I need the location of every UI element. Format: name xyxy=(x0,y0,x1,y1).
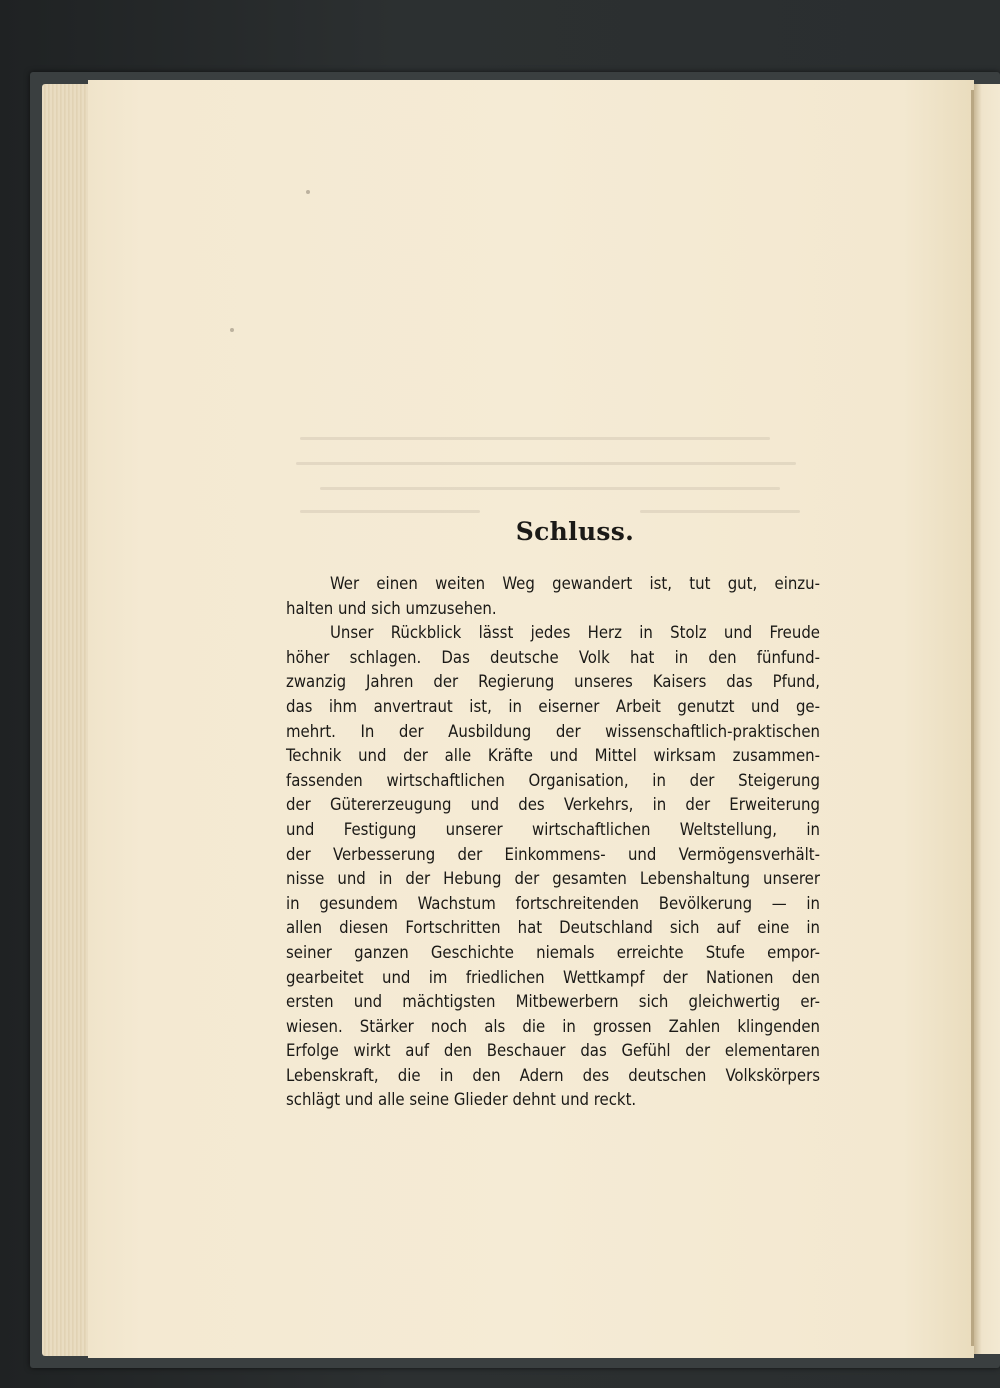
paragraph-2 xyxy=(286,621,820,1113)
text-line: das ihm anvertraut ist, in eiserner Arbeit genutzt und ge- xyxy=(286,696,820,716)
text-line: gearbeitet und im friedlichen Wettkampf der Nationen den xyxy=(286,967,820,987)
text-line: halten und sich umzusehen. xyxy=(286,598,497,618)
text-line: Wer einen weiten Weg gewandert ist, tut gut, einzu- xyxy=(330,574,820,593)
text-line: ersten und mächtigsten Mitbewerbern sich gleichwertig er- xyxy=(286,992,820,1012)
text-line: seiner ganzen Geschichte niemals erreichte Stufe empor- xyxy=(286,942,820,962)
text-line: nisse und in der Hebung der gesamten Lebenshaltung unserer xyxy=(286,869,820,889)
gutter xyxy=(971,90,974,1346)
text-line: der Gütererzeugung und des Verkehrs, in der Erweiterung xyxy=(286,795,820,815)
text-line: und Festigung unserer wirtschaftlichen Weltstellung, in xyxy=(286,819,820,839)
text-line: Erfolge wirkt auf den Beschauer das Gefühl der elementaren xyxy=(286,1041,820,1061)
text-line: Technik und der alle Kräfte und Mittel wirksam zusammen- xyxy=(286,746,820,766)
text-line: allen diesen Fortschritten hat Deutschland sich auf eine in xyxy=(286,918,820,938)
text-line: zwanzig Jahren der Regierung unseres Kaisers das Pfund, xyxy=(286,672,820,692)
page-title: Schluss. xyxy=(515,517,635,546)
text-line: Unser Rückblick lässt jedes Herz in Stolz und Freude xyxy=(330,623,820,643)
text-line: wiesen. Stärker noch als die in grossen Zahlen klingenden xyxy=(286,1016,820,1036)
text-line: der Verbesserung der Einkommens- und Vermögensverhält- xyxy=(286,844,820,864)
text-line: mehrt. In der Ausbildung der wissenschaftlich-praktischen xyxy=(286,721,820,741)
page-content xyxy=(286,512,820,1113)
text-line: Lebenskraft, die in den Adern des deutschen Volkskörpers xyxy=(286,1065,820,1085)
text-line: schlägt und alle seine Glieder dehnt und reckt. xyxy=(286,1090,637,1110)
text-line: höher schlagen. Das deutsche Volk hat in den fünfund- xyxy=(286,647,820,667)
facing-page-edge xyxy=(974,84,1000,1354)
page-stack-edge xyxy=(42,84,92,1356)
text-line: in gesundem Wachstum fortschreitenden Bevölkerung — in xyxy=(286,893,820,913)
paragraph-1 xyxy=(286,572,820,621)
text-line: fassenden wirtschaftlichen Organisation, in der Steigerung xyxy=(286,770,820,790)
